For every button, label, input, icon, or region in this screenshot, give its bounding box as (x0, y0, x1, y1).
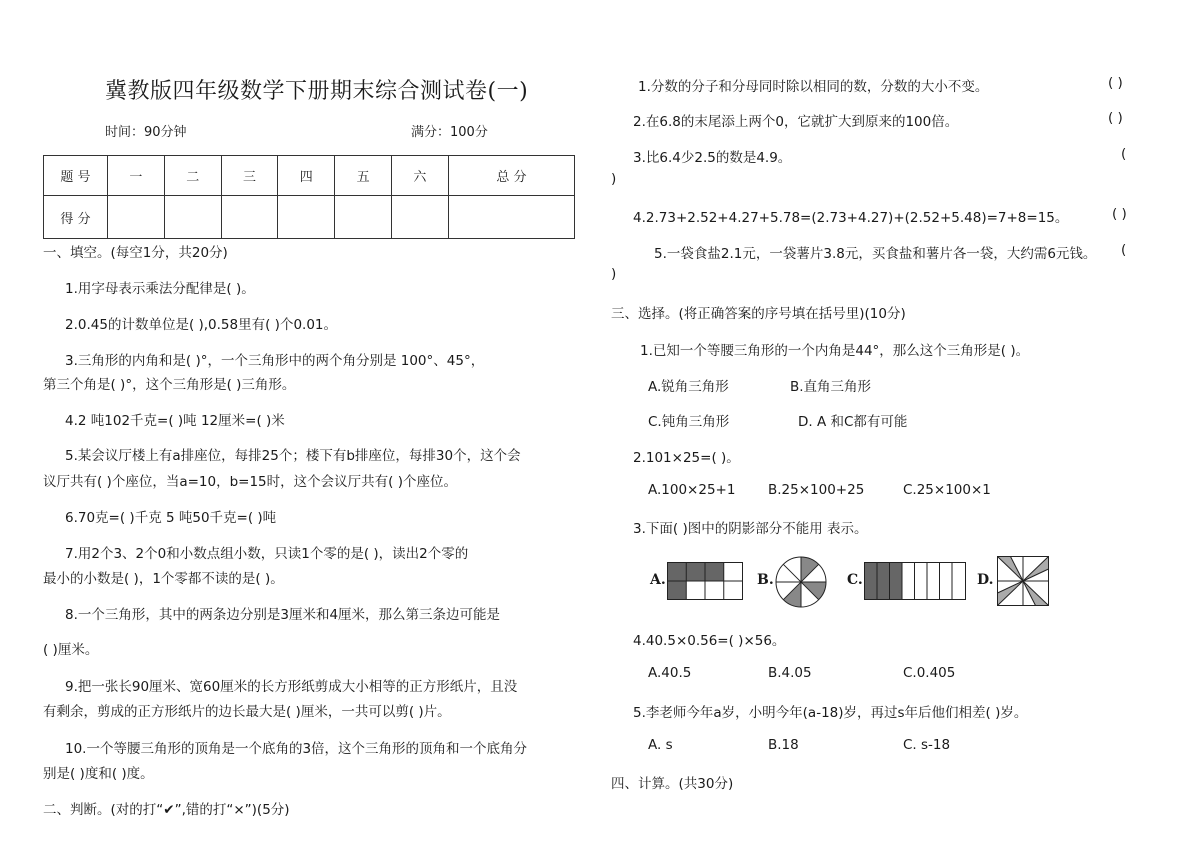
choice-q2-opt-c: C.25×100×1 (903, 482, 991, 498)
fill-q3-cont: 第三个角是( )°，这个三角形是( )三角形。 (43, 377, 296, 393)
judge-q5-paren-close: ) (611, 266, 617, 282)
score-table-row-label: 得 分 (44, 196, 108, 239)
score-table-header-cell: 五 (335, 156, 392, 196)
choice-q4-opt-c: C.0.405 (903, 665, 956, 681)
score-cell (278, 196, 335, 239)
figure-b-label: B. (757, 572, 774, 588)
choice-q5-opt-b: B.18 (768, 737, 799, 753)
section-2-heading: 二、判断。(对的打“✔”,错的打“×”)(5分) (43, 802, 290, 818)
fill-q10-cont: 别是( )度和( )度。 (43, 766, 154, 782)
figure-c-bar (864, 562, 966, 600)
score-table-header-cell: 总 分 (448, 156, 574, 196)
judge-q5: 5.一袋食盐2.1元，一袋薯片3.8元，买食盐和薯片各一袋，大约需6元钱。 (654, 246, 1097, 262)
score-table-header-cell: 二 (164, 156, 221, 196)
score-table-header-cell: 六 (391, 156, 448, 196)
choice-q2: 2.101×25=( )。 (633, 450, 740, 466)
judge-q3-paren-close: ) (611, 171, 617, 187)
judge-q3: 3.比6.4少2.5的数是4.9。 (633, 150, 792, 166)
figure-d-label: D. (977, 572, 994, 588)
choice-q2-opt-a: A.100×25+1 (648, 482, 736, 498)
figure-c-label: C. (847, 572, 863, 588)
section-1-heading: 一、填空。(每空1分，共20分) (43, 245, 228, 261)
section-4-heading: 四、计算。(共30分) (611, 776, 734, 792)
choice-q4-opt-a: A.40.5 (648, 665, 692, 681)
choice-q1-opt-c: C.钝角三角形 (648, 414, 730, 430)
choice-q1: 1.已知一个等腰三角形的一个内角是44°，那么这个三角形是( )。 (640, 343, 1030, 359)
score-cell (448, 196, 574, 239)
choice-q5: 5.李老师今年a岁，小明今年(a-18)岁，再过s年后他们相差( )岁。 (633, 705, 1028, 721)
exam-time: 时间：90分钟 (105, 125, 187, 140)
fill-q5: 5.某会议厅楼上有a排座位，每排25个；楼下有b排座位，每排30个，这个会 (65, 448, 521, 464)
fill-q9-cont: 有剩余，剪成的正方形纸片的边长最大是( )厘米，一共可以剪( )片。 (43, 704, 451, 720)
score-cell (335, 196, 392, 239)
fill-q10: 10.一个等腰三角形的顶角是一个底角的3倍，这个三角形的顶角和一个底角分 (65, 741, 528, 757)
choice-q4: 4.40.5×0.56=( )×56。 (633, 633, 786, 649)
choice-q2-opt-b: B.25×100+25 (768, 482, 865, 498)
fill-q8: 8.一个三角形，其中的两条边分别是3厘米和4厘米，那么第三条边可能是 (65, 607, 501, 623)
figure-a-grid (667, 562, 743, 600)
judge-q5-paren-open: ( (1121, 242, 1127, 258)
judge-q4-paren: ( ) (1112, 206, 1127, 222)
score-table-header-cell: 四 (278, 156, 335, 196)
choice-q1-opt-d: D. A 和C都有可能 (798, 414, 908, 430)
judge-q1: 1.分数的分子和分母同时除以相同的数，分数的大小不变。 (638, 79, 989, 95)
full-score: 满分：100分 (411, 125, 488, 140)
judge-q3-paren-open: ( (1121, 146, 1127, 162)
fill-q2: 2.0.45的计数单位是( ),0.58里有( )个0.01。 (65, 317, 337, 333)
score-table-header-cell: 一 (108, 156, 165, 196)
judge-q1-paren: ( ) (1108, 75, 1123, 91)
fill-q3: 3.三角形的内角和是( )°，一个三角形中的两个角分别是 100°、45°， (65, 353, 485, 369)
page-title: 冀教版四年级数学下册期末综合测试卷(一) (105, 79, 529, 104)
score-cell (108, 196, 165, 239)
choice-q5-opt-a: A. s (648, 737, 673, 753)
choice-q4-opt-b: B.4.05 (768, 665, 812, 681)
figure-b-circle (775, 556, 827, 608)
figure-a-label: A. (650, 572, 666, 588)
score-table-header-cell: 题 号 (44, 156, 108, 196)
fill-q7: 7.用2个3、2个0和小数点组小数，只读1个零的是( )，读出2个零的 (65, 546, 469, 562)
score-table (43, 155, 575, 239)
fill-q6: 6.70克=( )千克 5 吨50千克=( )吨 (65, 510, 277, 526)
fill-q8-cont: ( )厘米。 (43, 642, 99, 658)
score-cell (391, 196, 448, 239)
fill-q1: 1.用字母表示乘法分配律是( )。 (65, 281, 255, 297)
score-cell (164, 196, 221, 239)
judge-q4: 4.2.73+2.52+4.27+5.78=(2.73+4.27)+(2.52+5.48)=7+8=15。 (633, 210, 1069, 226)
choice-q5-opt-c: C. s-18 (903, 737, 951, 753)
score-cell (221, 196, 278, 239)
fill-q4: 4.2 吨102千克=( )吨 12厘米=( )米 (65, 413, 285, 429)
score-table-header-cell: 三 (221, 156, 278, 196)
choice-q3: 3.下面( )图中的阴影部分不能用 表示。 (633, 521, 868, 537)
choice-q1-opt-a: A.锐角三角形 (648, 379, 729, 395)
judge-q2: 2.在6.8的末尾添上两个0，它就扩大到原来的100倍。 (633, 114, 959, 130)
fill-q5-cont: 议厅共有( )个座位，当a=10，b=15时，这个会议厅共有( )个座位。 (43, 474, 457, 490)
fill-q7-cont: 最小的小数是( )，1个零都不读的是( )。 (43, 571, 284, 587)
judge-q2-paren: ( ) (1108, 110, 1123, 126)
figure-d-square (997, 556, 1049, 606)
fill-q9: 9.把一张长90厘米、宽60厘米的长方形纸剪成大小相等的正方形纸片，且没 (65, 679, 518, 695)
choice-q1-opt-b: B.直角三角形 (790, 379, 872, 395)
section-3-heading: 三、选择。(将正确答案的序号填在括号里)(10分) (611, 306, 906, 322)
